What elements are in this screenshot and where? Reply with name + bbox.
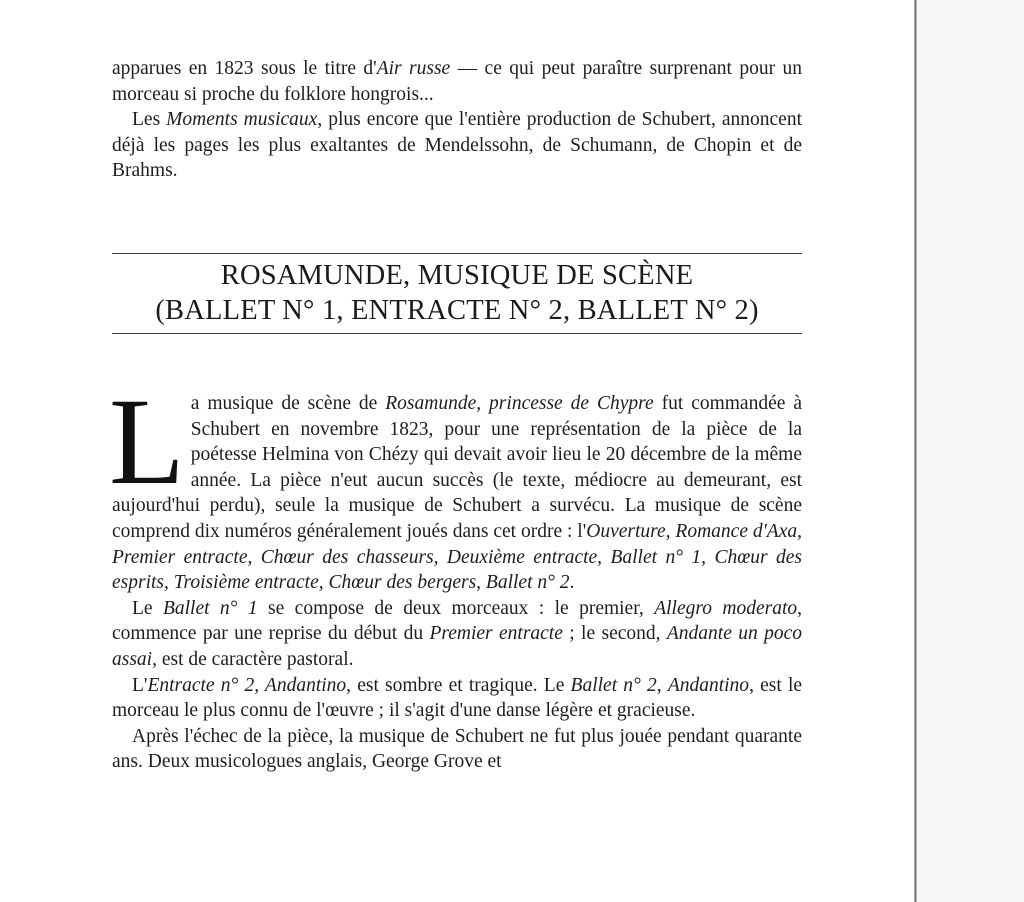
drop-cap: L bbox=[109, 373, 185, 510]
main-text-block bbox=[109, 373, 803, 775]
main-paragraph-2: Le Ballet n° 1 se compose de deux morceaux : le premier, Allegro moderato, commence par une reprise du début du Premier entracte ; le second, Andante un poco assai, est de caractère pastoral. bbox=[112, 597, 802, 670]
intro-paragraph-2: Les Moments musicaux, plus encore que l'entière production de Schubert, annoncent déjà les pages les plus exaltantes de Mendelssohn, de Schumann, de Chopin et de Brahms. bbox=[112, 109, 803, 182]
section-heading-line-2: (BALLET N° 1, ENTRACTE N° 2, BALLET N° 2) bbox=[155, 295, 759, 326]
main-paragraph-1: La musique de scène de Rosamunde, princesse de Chypre fut commandée à Schubert en novembre 1823, pour une représentation de la pièce de la poétesse Helmina von Chézy qui devait avoir lieu le 20 décembre de la même année. La pièce n'eut aucun succès (le texte, médiocre au demeurant, est aujourd'hui perdu), seule la musique de Schubert a survécu. La musique de scène comprend dix numéros généralement joués dans cet ordre : l'Ouverture, Romance d'Axa, Premier entracte, Chœur des chasseurs, Deuxième entracte, Ballet n° 1, Chœur des esprits, Troisième entracte, Chœur des bergers, Ballet n° 2. bbox=[109, 373, 802, 594]
heading-bottom-rule bbox=[112, 333, 802, 334]
heading-top-rule bbox=[112, 253, 802, 254]
page-fold-edge bbox=[914, 0, 917, 902]
main-paragraph-3: L'Entracte n° 2, Andantino, est sombre et tragique. Le Ballet n° 2, Andantino, est le morceau le plus connu de l'œuvre ; il s'agit d'une danse légère et gracieuse. bbox=[112, 674, 803, 722]
main-paragraph-4: Après l'échec de la pièce, la musique de Schubert ne fut plus jouée pendant quarante ans. Deux musicologues anglais, George Grove et bbox=[112, 725, 802, 773]
section-heading-line-1: ROSAMUNDE, MUSIQUE DE SCÈNE bbox=[220, 260, 694, 291]
intro-text-block bbox=[112, 56, 802, 184]
section-heading bbox=[112, 258, 802, 328]
adjacent-page-margin bbox=[917, 0, 1024, 902]
intro-paragraph-1: apparues en 1823 sous le titre d'Air russe — ce qui peut paraître surprenant pour un morceau si proche du folklore hongrois... bbox=[112, 58, 802, 105]
